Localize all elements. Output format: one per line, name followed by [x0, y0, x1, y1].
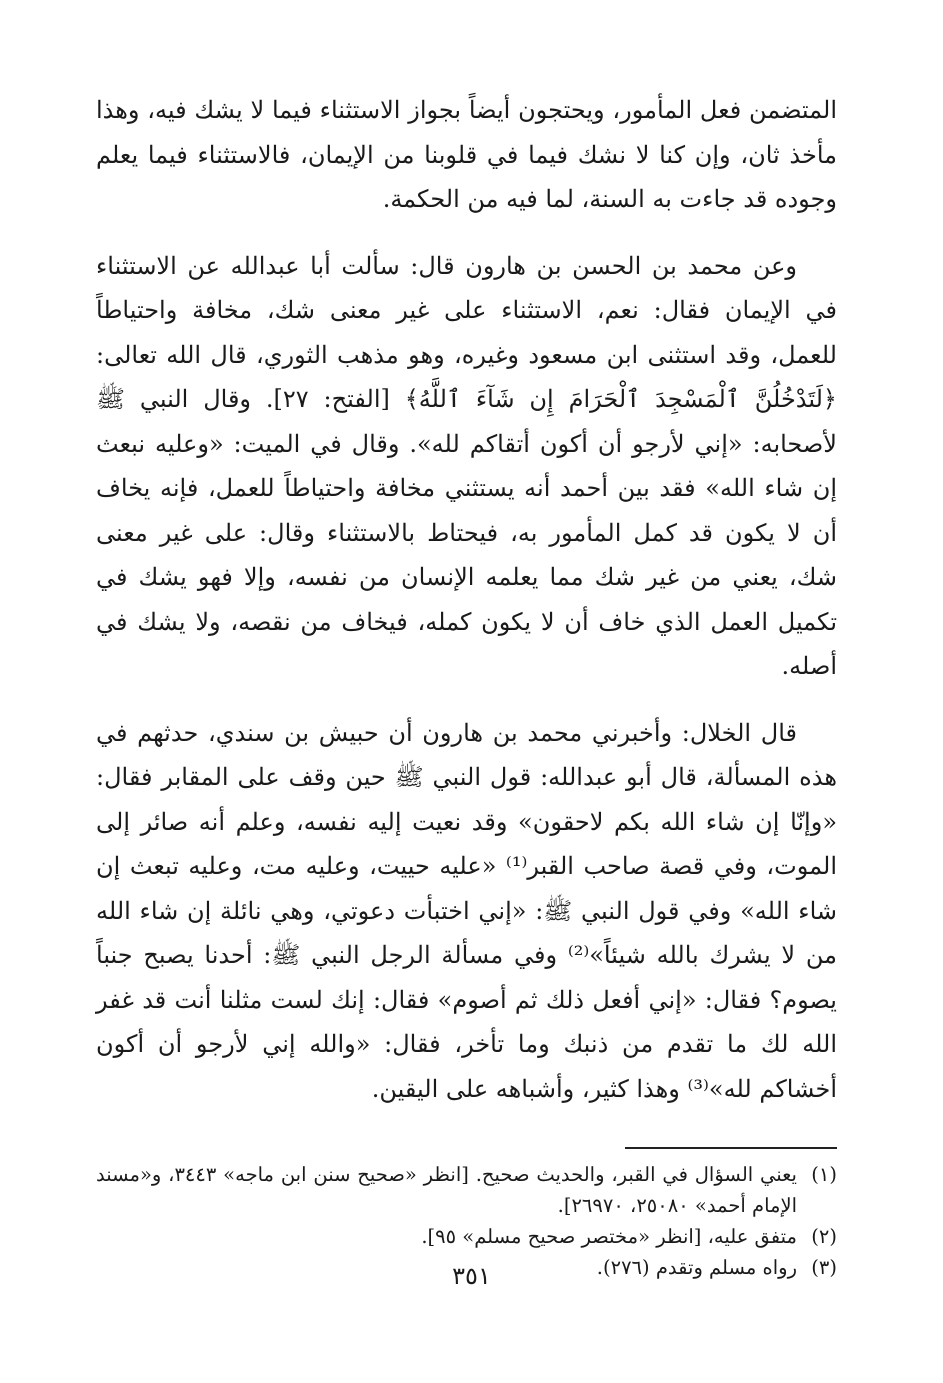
footnote-number: (١)	[811, 1163, 837, 1186]
footnote-divider	[625, 1147, 837, 1149]
footnote-text: يعني السؤال في القبر، والحديث صحيح. [انظر «صحيح سنن ابن ماجه» ٣٤٤٣، و«مسند الإمام أحمد» ٢٥٠٨٠، ٢٦٩٧٠].	[96, 1163, 797, 1217]
footnote-number: (٢)	[811, 1225, 837, 1248]
footnote-divider-wrap	[96, 1133, 837, 1159]
footnote-1	[96, 1159, 837, 1221]
page-body	[96, 88, 837, 1283]
footnote-2	[96, 1221, 837, 1252]
paragraph-3: قال الخلال: وأخبرني محمد بن هارون أن حبيش بن سندي، حدثهم في هذه المسألة، قال أبو عبدالله: قول النبي ﷺ حين وقف على المقابر فقال: «وإنّا إن شاء الله بكم لاحقون» وقد نعيت إليه نفسه، وعلم أنه صائر إلى الموت، وفي قصة صاحب القبر⁽¹⁾ «عليه حييت، وعليه مت، وعليه تبعث إن شاء الله» وفي قول النبي ﷺ: «إني اختبأت دعوتي، وهي نائلة إن شاء الله من لا يشرك بالله شيئاً»⁽²⁾ وفي مسألة الرجل النبي ﷺ: أحدنا يصبح جنباً يصوم؟ فقال: «إني أفعل ذلك ثم أصوم» فقال: إنك لست مثلنا أنت قد غفر الله لك ما تقدم من ذنبك وما تأخر، فقال: «والله إني لأرجو أن أكون أخشاكم لله»⁽³⁾ وهذا كثير، وأشباهه على اليقين.	[96, 718, 838, 1103]
footnote-number: (٣)	[811, 1256, 837, 1279]
footnote-text: رواه مسلم وتقدم (٢٧٦).	[596, 1256, 797, 1279]
page-number: ٣٥١	[452, 1262, 491, 1290]
footnote-text: متفق عليه، [انظر «مختصر صحيح مسلم» ٩٥].	[421, 1225, 797, 1248]
paragraph-1: المتضمن فعل المأمور، ويحتجون أيضاً بجواز الاستثناء فيما لا يشك فيه، وهذا مأخذ ثان، وإن كنا لا نشك فيما في قلوبنا من الإيمان، فالاستثناء فيما يعلم وجوده قد جاءت به السنة، لما فيه من الحكمة.	[96, 96, 837, 213]
paragraph-2: وعن محمد بن الحسن بن هارون قال: سألت أبا عبدالله عن الاستثناء في الإيمان فقال: نعم، الاستثناء على غير معنى شك، مخافة واحتياطاً للعمل، وقد استثنى ابن مسعود وغيره، وهو مذهب الثوري، قال الله تعالى: ﴿لَتَدْخُلُنَّ ٱلْمَسْجِدَ ٱلْحَرَامَ إِن شَآءَ ٱللَّهُ﴾ [الفتح: ٢٧]. وقال النبي ﷺ لأصحابه: «إني لأرجو أن أكون أتقاكم لله». وقال في الميت: «وعليه نبعث إن شاء الله» فقد بين أحمد أنه يستثني مخافة واحتياطاً للعمل، فإنه يخاف أن لا يكون قد كمل المأمور به، فيحتاط بالاستثناء وقال: على غير معنى شك، يعني من غير شك مما يعلمه الإنسان من نفسه، وإلا فهو يشك في تكميل العمل الذي خاف أن لا يكون كمله، فيخاف من نقصه، ولا يشك في أصله.	[96, 251, 837, 680]
